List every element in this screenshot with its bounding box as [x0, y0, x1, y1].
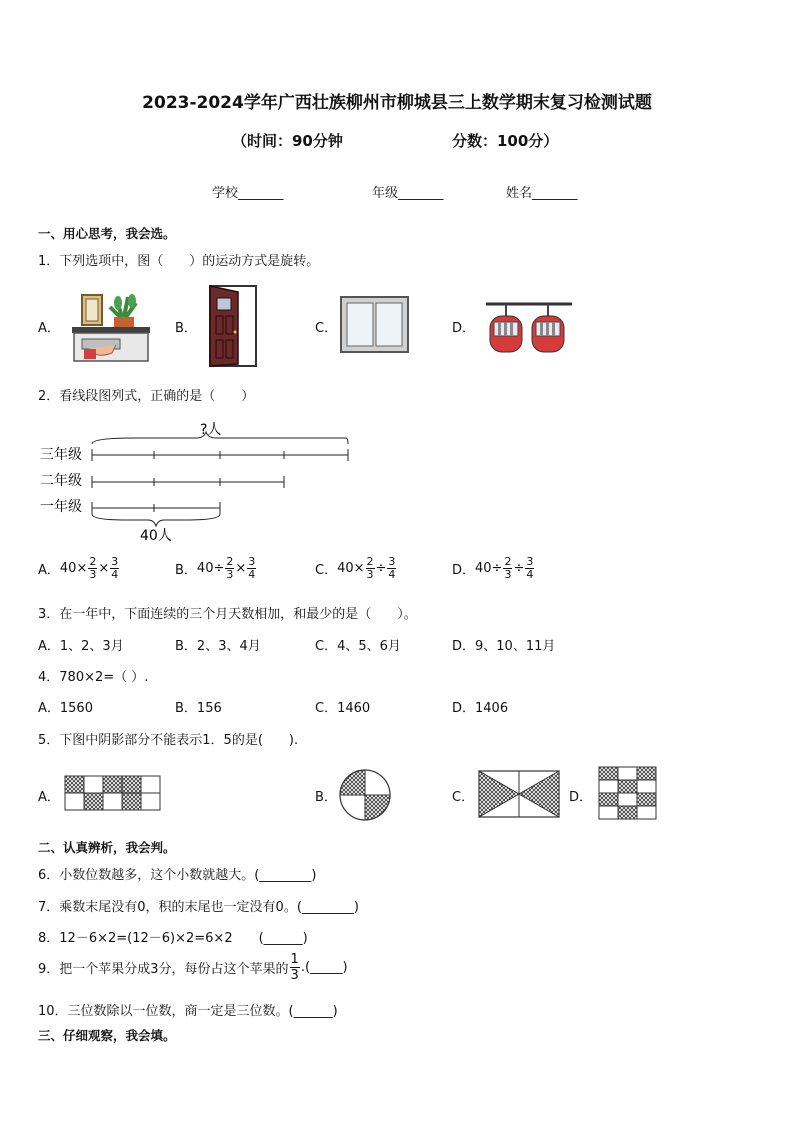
line-segment-diagram	[36, 412, 356, 550]
q5-label-d: D．	[569, 790, 593, 805]
question-7-text: 7．乘数末尾没有0，积的末尾也一定没有0。(________)	[38, 900, 359, 915]
q5-figure-b-circle	[338, 768, 392, 822]
q4-option-c[interactable]: C．1460	[315, 701, 371, 716]
door-image	[208, 284, 258, 368]
q2-option-b[interactable]	[175, 556, 257, 581]
question-5-text: 5．下图中阴影部分不能表示1．5的是( ).	[38, 733, 299, 748]
q5-figure-d-grid	[598, 766, 660, 824]
q1-label-b: B．	[175, 321, 197, 336]
fraction: $\frac{3}{4}$	[111, 555, 119, 581]
sliding-window-image	[340, 296, 410, 354]
bottom-label: 40人	[140, 528, 172, 544]
expr-prefix: 40×	[59, 561, 88, 576]
q1-label-d: D．	[452, 321, 476, 336]
section-1-heading: 一、用心思考，我会选。	[38, 226, 176, 241]
q5-label-c: C．	[452, 790, 475, 805]
expr-prefix: 40÷	[475, 561, 503, 576]
fraction: $\frac{3}{4}$	[526, 555, 534, 581]
q5-label-b: B．	[315, 790, 337, 805]
operator: ÷	[375, 561, 387, 576]
cable-car-image	[484, 298, 574, 358]
option-label: C．	[315, 563, 338, 578]
question-3-text: 3．在一年中，下面连续的三个月天数相加，和最少的是（ ）。	[38, 607, 417, 622]
question-9-text: 9．把一个苹果分成3分，每份占这个苹果的 $\frac{1}{3}$ .(_____)	[38, 952, 348, 983]
q1-label-c: C．	[315, 321, 338, 336]
q4-option-b[interactable]: B．156	[175, 701, 222, 716]
question-10-text: 10．三位数除以一位数，商一定是三位数。(______)	[38, 1004, 338, 1019]
option-label: A．	[38, 563, 60, 578]
question-4-text: 4．780×2=（ ）.	[38, 670, 149, 685]
q5-figure-a-grid	[64, 775, 164, 813]
q2-option-c[interactable]	[315, 556, 397, 581]
operator: ×	[98, 561, 110, 576]
q1-label-a: A．	[38, 321, 60, 336]
q4-option-d[interactable]: D．1406	[452, 701, 509, 716]
top-label: ?人	[200, 422, 222, 438]
q2-option-a[interactable]	[38, 556, 120, 581]
q3-option-a[interactable]: A．1、2、3月	[38, 639, 124, 654]
name-field[interactable]: 姓名_______	[506, 186, 578, 201]
fraction: $\frac{2}{3}$	[226, 555, 234, 581]
exam-time: （时间：90分钟	[232, 132, 343, 150]
row-label-grade2: 二年级	[40, 473, 82, 489]
section-2-heading: 二、认真辨析，我会判。	[38, 840, 176, 855]
option-label: B．	[175, 563, 197, 578]
option-label: D．	[452, 563, 476, 578]
grade-field[interactable]: 年级_______	[372, 186, 444, 201]
drawer-pull-image	[72, 287, 152, 363]
question-1-text: 1．下列选项中，图（ ）的运动方式是旋转。	[38, 254, 320, 269]
fraction: $\frac{2}{3}$	[89, 555, 97, 581]
fraction: $\frac{2}{3}$	[504, 555, 512, 581]
expr-prefix: 40÷	[196, 561, 225, 576]
question-2-text: 2．看线段图列式，正确的是（ ）	[38, 389, 255, 404]
school-field[interactable]: 学校_______	[212, 186, 284, 201]
fraction: $\frac{3}{4}$	[388, 555, 396, 581]
fraction: $\frac{1}{3}$	[290, 952, 299, 983]
q3-option-c[interactable]: C．4、5、6月	[315, 639, 401, 654]
row-label-grade1: 一年级	[40, 499, 82, 515]
section-3-heading: 三、仔细观察，我会填。	[38, 1028, 176, 1043]
question-6-text: 6．小数位数越多，这个小数就越大。(________)	[38, 868, 317, 883]
fraction: $\frac{3}{4}$	[248, 555, 256, 581]
exam-score: 分数：100分）	[452, 132, 559, 150]
operator: ×	[235, 561, 247, 576]
q3-option-b[interactable]: B．2、3、4月	[175, 639, 261, 654]
q5-figure-c-rectangle	[478, 770, 562, 820]
operator: ÷	[513, 561, 525, 576]
row-label-grade3: 三年级	[40, 447, 82, 463]
question-8-text: 8．12－6×2=(12－6)×2=6×2 (______)	[38, 931, 308, 946]
page-title: 2023-2024学年广西壮族柳州市柳城县三上数学期末复习检测试题	[142, 93, 652, 113]
q5-label-a: A．	[38, 790, 60, 805]
q4-option-a[interactable]: A．1560	[38, 701, 93, 716]
fraction: $\frac{2}{3}$	[366, 555, 374, 581]
q3-option-d[interactable]: D．9、10、11月	[452, 639, 556, 654]
expr-prefix: 40×	[337, 561, 365, 576]
q2-option-d[interactable]	[452, 556, 535, 581]
